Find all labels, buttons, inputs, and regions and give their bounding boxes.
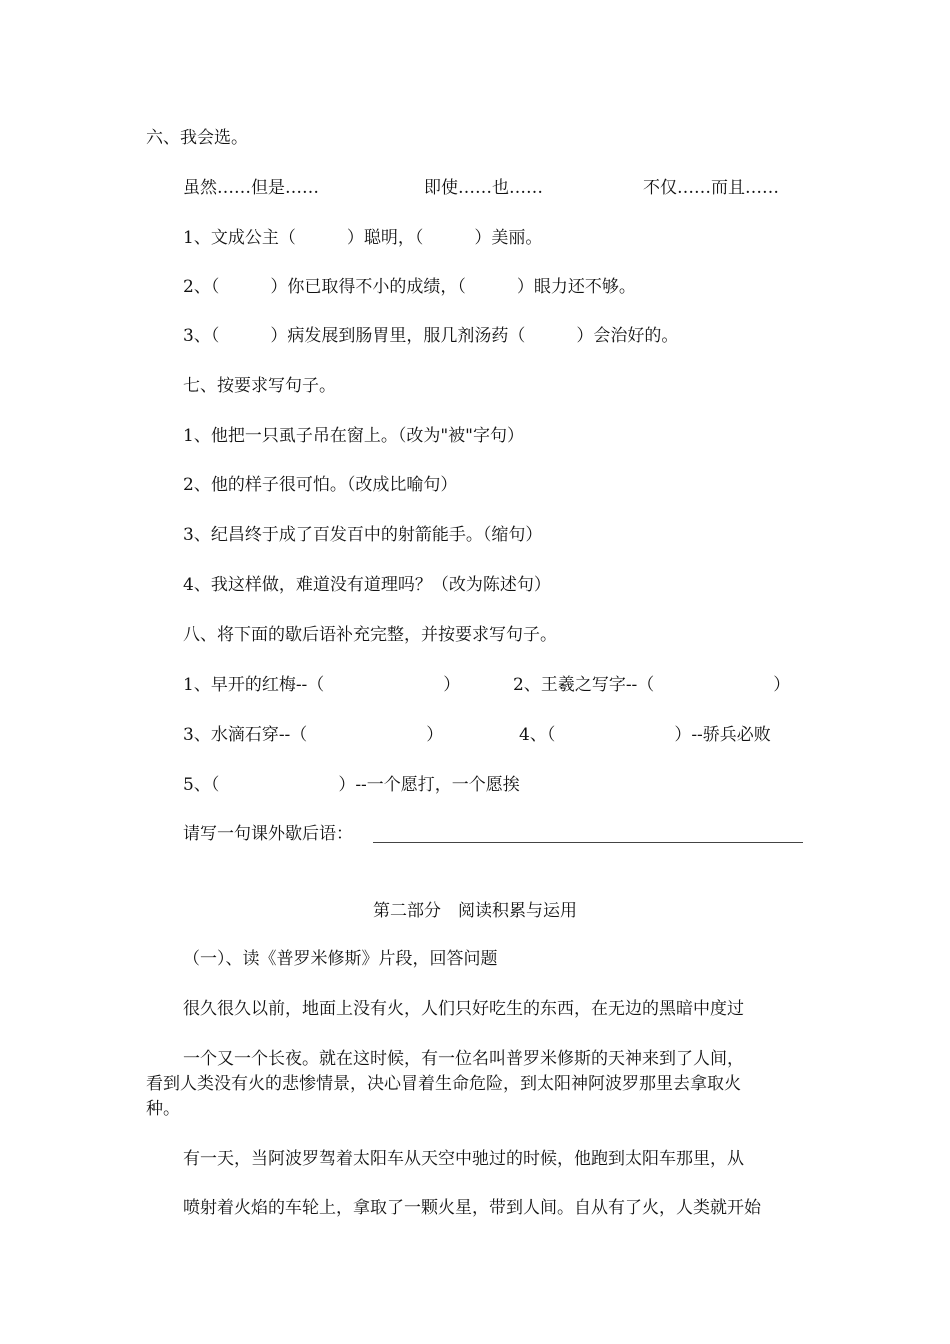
reading1-paragraph-1: 很久很久以前，地面上没有火，人们只好吃生的东西，在无边的黑暗中度过 — [183, 999, 744, 1019]
reading1-paragraph-3: 有一天，当阿波罗驾着太阳车从天空中驰过的时候，他跑到太阳车那里，从 — [183, 1149, 744, 1169]
section6-question-1: 1、文成公主（ ）聪明，（ ）美丽。 — [183, 228, 543, 248]
xiehouyu-question-1: 1、早开的红梅--（ ） — [183, 675, 461, 695]
xiehouyu-question-3: 3、水滴石穿--（ ） — [183, 725, 444, 745]
option-jishi: 即使……也…… — [424, 178, 543, 198]
section8-heading: 八、将下面的歇后语补充完整，并按要求写句子。 — [183, 625, 557, 645]
reading1-paragraph-2-line-3: 种。 — [146, 1099, 180, 1119]
extra-xiehouyu-prompt: 请写一句课外歇后语： — [183, 824, 353, 844]
xiehouyu-question-2: 2、王羲之写字--（ ） — [513, 675, 791, 695]
reading1-heading: （一）、读《普罗米修斯》片段，回答问题 — [183, 949, 498, 969]
section6-question-2: 2、（ ）你已取得不小的成绩，（ ）眼力还不够。 — [183, 277, 636, 297]
section7-question-1: 1、他把一只虱子吊在窗上。（改为"被"字句） — [183, 426, 524, 446]
section6-question-3: 3、（ ）病发展到肠胃里，服几剂汤药（ ）会治好的。 — [183, 326, 679, 346]
section7-question-2: 2、他的样子很可怕。（改成比喻句） — [183, 475, 458, 495]
option-suiran: 虽然……但是…… — [183, 178, 319, 198]
xiehouyu-question-5: 5、（ ）--一个愿打，一个愿挨 — [183, 775, 520, 795]
section7-heading: 七、按要求写句子。 — [183, 376, 336, 396]
section7-question-3: 3、纪昌终于成了百发百中的射箭能手。（缩句） — [183, 525, 543, 545]
reading1-paragraph-4: 喷射着火焰的车轮上，拿取了一颗火星，带到人间。自从有了火，人类就开始 — [183, 1198, 761, 1218]
reading1-paragraph-2-line-1: 一个又一个长夜。就在这时候，有一位名叫普罗米修斯的天神来到了人间， — [183, 1049, 744, 1069]
reading1-paragraph-2-line-2: 看到人类没有火的悲惨情景，决心冒着生命危险，到太阳神阿波罗那里去拿取火 — [146, 1074, 741, 1094]
part2-title: 第二部分 阅读积累与运用 — [373, 901, 577, 921]
option-bujin: 不仅……而且…… — [643, 178, 779, 198]
extra-xiehouyu-answer-line[interactable] — [373, 842, 803, 843]
section7-question-4: 4、我这样做，难道没有道理吗？（改为陈述句） — [183, 575, 551, 595]
section6-heading: 六、我会选。 — [146, 128, 248, 148]
xiehouyu-question-4: 4、（ ）--骄兵必败 — [519, 725, 771, 745]
